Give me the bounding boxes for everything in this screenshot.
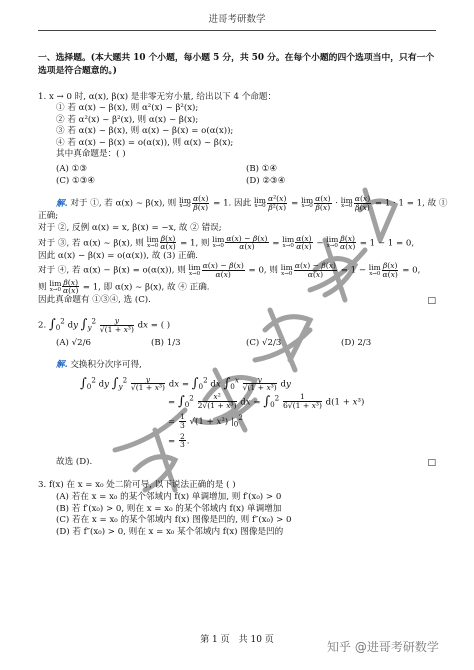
sol-line: = 1. 因此 xyxy=(213,198,252,209)
option-d: (D) ②③④ xyxy=(246,175,286,186)
sol-line: 对于 ②, 反例 α(x) = x, β(x) = −x, 故 ② 错误; xyxy=(38,223,222,234)
header-title: 进哥考研数学 xyxy=(208,14,266,25)
question-2: 2. $\int_0^2$ dy $\int_y^2$ $\frac{y}{\text{√(1 + x³)}}$ dx = ( ) (A) √2/6 (B) 1/3 (C) √2/3 (D) 2/3 xyxy=(38,316,436,349)
sol-line: 正确; xyxy=(38,211,59,222)
section-heading: 一、选择题。(本大题共 10 个小题，每小题 5 分，共 50 分。在每个小题的四个选项当中，只有一个选项是符合题意的。) xyxy=(38,53,435,76)
prop-4: ④ 若 α(x) − β(x) = o(α(x)), 则 α(x) ~ β(x); xyxy=(56,137,234,148)
sol-line: 因此 α(x) − β(x) = o(α(x)), 故 (3) 正确. xyxy=(38,250,198,261)
option-c: (C) ①③④ xyxy=(56,175,96,186)
question-number: 1. xyxy=(38,91,47,102)
prop-1: ① 若 α(x) ~ β(x), 则 α²(x) ~ β²(x); xyxy=(56,103,199,114)
prop-3: ③ 若 α(x) ~ β(x), 则 α(x) − β(x) = o(α(x)); xyxy=(56,126,234,137)
sol-line: 对于 ④, 若 α(x) − β(x) = o(α(x)), 则 xyxy=(38,266,186,276)
solution-label: 解. xyxy=(56,198,68,209)
question-3 xyxy=(38,480,436,538)
solution-label: 解. xyxy=(56,359,68,370)
option-b: (B) 1/3 xyxy=(151,337,181,348)
sol-line: = 1, 则 xyxy=(180,238,210,249)
sol-line: = 0, 则 xyxy=(248,266,278,276)
option-c: (C) 若在 x = x₀ 的某个邻域内 f(x) 图像是凹的, 则 f″(x₀) > 0 xyxy=(56,515,292,526)
question-ask: 其中真命题是：( ) xyxy=(56,149,126,160)
option-a: (A) 若在 x = x₀ 的某个邻域内 f(x) 单调增加, 则 f′(x₀) > 0 xyxy=(56,492,282,503)
question-stem: f(x) 在 x = x₀ 处二阶可导, 以下说法正确的是 ( ) xyxy=(48,480,236,491)
platform-watermark: 知乎 @进哥考研数学 xyxy=(327,640,439,654)
sol-line: 对于 ①, 若 α(x) ~ β(x), 则 xyxy=(70,198,177,209)
header-rule xyxy=(38,30,436,31)
sol-line: 则 xyxy=(38,282,47,293)
prop-2: ② 若 α²(x) ~ β²(x), 则 α(x) ~ β(x); xyxy=(56,114,199,125)
option-d: (D) 若 f″(x₀) > 0, 则在 x = x₀ 某个邻域内 f(x) 图像是凹的 xyxy=(56,526,284,537)
question-stem: x → 0 时, α(x), β(x) 是非零无穷小量, 给出以下 4 个命题： xyxy=(48,91,277,102)
option-a: (A) ①③ xyxy=(56,164,88,175)
option-b: (B) 若 f′(x₀) > 0, 则在 x = x₀ 的某个邻域内 f(x) 单调增加 xyxy=(56,503,282,514)
qed-box: □ xyxy=(427,295,436,306)
sol-line: = 0, xyxy=(402,266,421,276)
sol-line: 对于 ③, 若 α(x) ~ β(x), 则 xyxy=(38,238,144,249)
question-number: 2. xyxy=(38,320,47,331)
option-a: (A) √2/6 xyxy=(56,337,91,348)
sol-answer: 因此真命题有 ①③④, 选 (C). xyxy=(38,294,151,305)
option-b: (B) ①④ xyxy=(246,164,278,175)
sol-intro: 交换积分次序可得, xyxy=(70,359,142,370)
sol-line: = 1, 即 α(x) ~ β(x), 故 ④ 正确. xyxy=(82,282,210,293)
option-c: (C) √2/3 xyxy=(246,337,282,348)
question-1 xyxy=(38,92,436,188)
sol-line: = 1 − 1 = 0, xyxy=(359,238,415,249)
question-number: 3. xyxy=(38,480,47,491)
page-number: 第 1 页 共 10 页 xyxy=(200,635,274,645)
sol-answer: 故选 (D). xyxy=(56,456,93,467)
solution-2: 解. 交换积分次序可得, $\int_0^2$ dy $\int_y^2$ $\frac{y}{\text{√(1 + x³)}}$ dx = $\int_0^2$ dx $\int_0^x$ $\frac{y}{\text{√(1 + x³)}}$ dy = $\int_0^2$ $\frac{\text{x²}}{\text{2√(1 + x³)}}$ dx = $\int_0^2$ $\frac{1}{\text{6√(1 + x³)}}$ d(1 + x³) = $\frac{1}{3}$ √(1 + x³) $|_0^2$ = $\frac{2}{3}$ . 故选 (D). □ xyxy=(56,359,436,468)
sol-line: = 1 · 1 = 1, 故 ① xyxy=(374,198,448,209)
solution-1: 解. 对于 ①, 若 α(x) ~ β(x), 则 lim x→0 $\frac{\alpha(x)}{\beta(x)}$ = 1. 因此 lim x→0 $\frac{\text{α²(x)}}{\text{β²(x)}}$ = lim x→0 $\frac{\alpha(x)}{\beta(x)}$ · lim x→0 $\frac{\alpha(x)}{\beta(x)}$ = 1 · 1 = 1, 故 ① 正确; 对于 ②, 反例 α(x) = x, β(x) = −x, 故 ② 错误; 对于 ③, 若 α(x) ~ β(x), 则 lim x→0 $\frac{\beta(x)}{\alpha(x)}$ = 1, 则 lim x→0 $\frac{\alpha(x) - \beta(x)}{\alpha(x)}$ = lim x→0 $\frac{\alpha(x)}{\alpha(x)}$ − lim x→0 $\frac{\beta(x)}{\alpha(x)}$ = 1 − 1 = 0, 因此 α(x) − β(x) = o(α(x)), 故 (3) 正确. 对于 ④, 若 α(x) − β(x) = o(α(x)), 则 lim x→0 $\frac{\alpha(x) - \beta(x)}{\alpha(x)}$ = 0, 则 lim x→0 $\frac{\alpha(x) - \beta(x)}{\alpha(x)}$ = 1 − lim x→0 $\frac{\beta(x)}{\alpha(x)}$ = 0, 则 lim x→0 $\frac{\beta(x)}{\alpha(x)}$ = 1, 即 α(x) ~ β(x), 故 ④ 正确. 因此真命题有 ①③④, 选 (C). □ xyxy=(38,194,448,306)
option-d: (D) 2/3 xyxy=(341,337,372,348)
qed-box: □ xyxy=(427,457,436,468)
